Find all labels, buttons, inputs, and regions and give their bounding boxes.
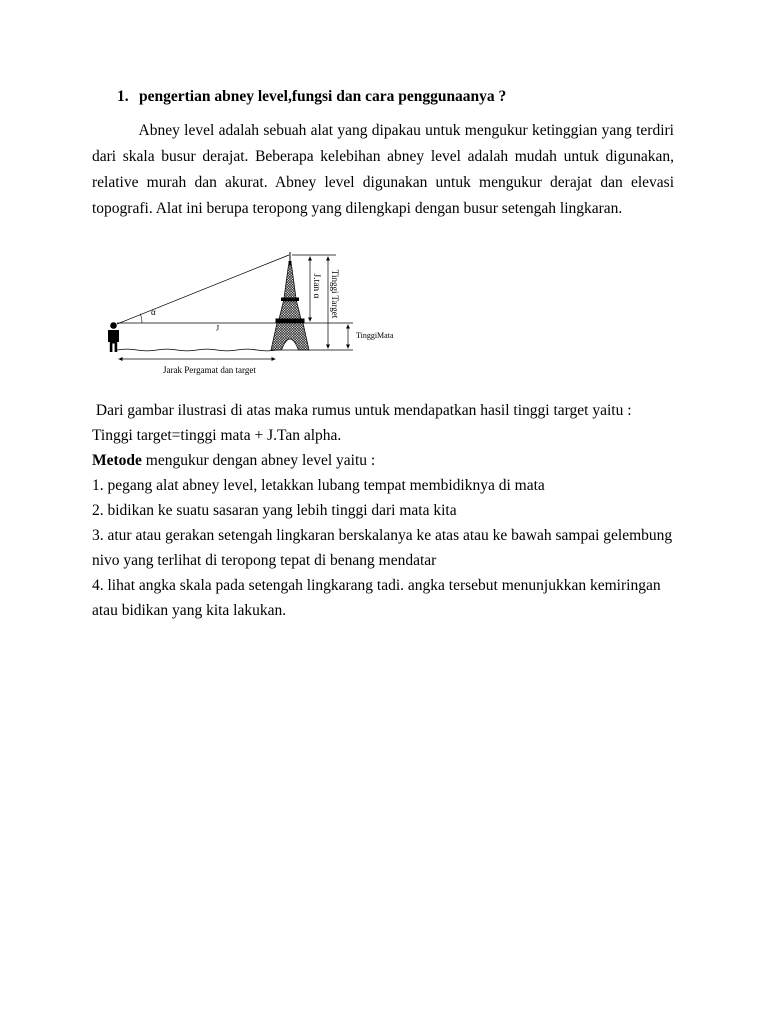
heading-number: 1. [117, 88, 129, 105]
method-step-line: 4. lihat angka skala pada setengah lingkarang tadi. angka tersebut menunjukkan kemiringan [92, 576, 661, 594]
method-step-line: 2. bidikan ke suatu sasaran yang lebih tinggi dari mata kita [92, 501, 457, 519]
method-step-line: 1. pegang alat abney level, letakkan lubang tempat membidiknya di mata [92, 476, 545, 494]
formula-intro: Dari gambar ilustrasi di atas maka rumus untuk mendapatkan hasil tinggi target yaitu : [92, 401, 632, 419]
paragraph-line: relative murah dan akurat. Abney level digunakan untuk mengukur derajat dan elevasi [92, 174, 674, 191]
section-heading [0, 84, 768, 110]
formula-and-method-section [92, 398, 676, 623]
paragraph-line: topografi. Alat ini berupa teropong yang dilengkapi dengan busur setengah lingkaran. [92, 200, 623, 217]
ground-line [117, 349, 353, 351]
sight-line [117, 255, 289, 324]
eye-height-label: TinggiMata [356, 331, 394, 340]
angle-label: α [151, 307, 156, 317]
method-step [92, 523, 676, 573]
formula: Tinggi target=tinggi mata + J.Tan alpha. [92, 426, 342, 444]
intro-paragraph [92, 118, 674, 222]
method-title [92, 448, 676, 473]
angle-arc [140, 314, 142, 323]
method-step-line: 3. atur atau gerakan setengah lingkaran berskalanya ke atas atau ke bawah sampai gelembung [92, 526, 673, 544]
distance-label: Jarak Pergamat dan target [163, 365, 256, 375]
observer-body [108, 330, 119, 352]
method-title-rest: mengukur dengan abney level yaitu : [145, 451, 376, 469]
tower-top [289, 261, 292, 265]
paragraph-line: dari skala busur derajat. Beberapa kelebihan abney level adalah mudah untuk digunakan, [92, 148, 674, 165]
target-height-label: Tinggi Target [330, 269, 340, 319]
method-title-bold: Metode [92, 451, 142, 469]
abney-level-diagram [100, 240, 410, 390]
tower-first-platform [276, 319, 305, 324]
method-step [92, 573, 676, 623]
tower-second-platform [281, 298, 299, 302]
observer-head [110, 322, 117, 329]
method-step [92, 473, 676, 498]
eiffel-tower-illustration [271, 252, 309, 350]
tower-upper-section [284, 265, 296, 298]
method-step-line: nivo yang terlihat di teropong tepat di benang mendatar [92, 551, 437, 569]
method-step [92, 498, 676, 523]
observer-figure [108, 322, 119, 352]
tower-middle-section [279, 301, 301, 319]
method-step-line: atau bidikan yang kita lakukan. [92, 601, 287, 619]
tower-base-legs [271, 323, 309, 350]
jtan-label: J.tan α [311, 273, 321, 299]
paragraph-line: Abney level adalah sebuah alat yang dipakau untuk mengukur ketinggian yang terdiri [138, 122, 674, 139]
heading-text: pengertian abney level,fungsi dan cara penggunaanya ? [139, 88, 507, 105]
distance-short-label: J [216, 323, 220, 333]
